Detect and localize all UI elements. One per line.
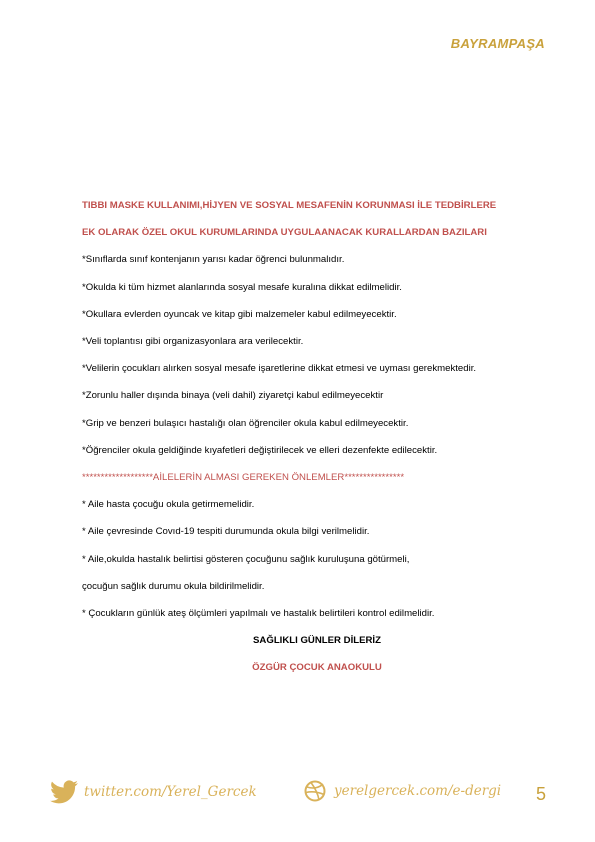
family-measures-heading: *******************AİLELERİN ALMASI GEREKEN ÖNLEMLER**************** [82,472,405,484]
school-rule: *Öğrenciler okula geldiğinde kıyafetleri değiştirilecek ve elleri dezenfekte edilecektir. [82,444,438,456]
family-rule: * Aile,okulda hastalık belirtisi gösteren çocuğunu sağlık kuruluşuna götürmeli, [82,553,410,565]
article-title-line-2: EK OLARAK ÖZEL OKUL KURUMLARINDA UYGULAANACAK KURALLARDAN BAZILARI [82,227,487,239]
website-url[interactable]: yerelgercek.com/e-dergi [334,783,502,799]
family-rule: * Aile çevresinde Covıd-19 tespiti durumunda okula bilgi verilmelidir. [82,526,370,538]
website-link[interactable] [304,780,501,802]
article-title-line-1: TIBBI MASKE KULLANIMI,HİJYEN VE SOSYAL MESAFENİN KORUNMASI İLE TEDBİRLERE [82,200,497,211]
family-rule: * Aile hasta çocuğu okula getirmemelidir. [82,499,255,511]
page-footer [0,780,595,810]
page-number: 5 [536,784,547,804]
school-rule: *Grip ve benzeri bulaşıcı hastalığı olan öğrenciler okula kabul edilmeyecektir. [82,417,409,429]
twitter-link[interactable] [50,780,257,804]
twitter-handle[interactable]: twitter.com/Yerel_Gercek [84,784,257,800]
signature-school-name: ÖZGÜR ÇOCUK ANAOKULU [252,662,382,674]
closing-wish: SAĞLIKLI GÜNLER DİLERİZ [253,635,381,647]
twitter-bird-icon [50,780,78,804]
dribbble-ball-icon [304,780,326,802]
family-rule: çocuğun sağlık durumu okula bildirilmelidir. [82,580,265,592]
school-rule: *Okulda ki tüm hizmet alanlarında sosyal mesafe kuralına dikkat edilmelidir. [82,281,402,293]
school-rule: *Zorunlu haller dışında binaya (veli dahil) ziyaretçi kabul edilmeyecektir [82,390,384,402]
school-rule: *Sınıflarda sınıf kontenjanın yarısı kadar öğrenci bulunmalıdır. [82,254,345,266]
school-rule: *Veli toplantısı gibi organizasyonlara ara verilecektir. [82,336,304,348]
family-rule: * Çocukların günlük ateş ölçümleri yapılmalı ve hastalık belirtileri kontrol edilmelidir. [82,608,435,620]
article-body [82,192,552,682]
magazine-brand: BAYRAMPAŞA [450,36,545,51]
school-rule: *Velilerin çocukları alırken sosyal mesafe işaretlerine dikkat etmesi ve uyması gerekmektedir. [82,363,477,375]
school-rule: *Okullara evlerden oyuncak ve kitap gibi malzemeler kabul edilmeyecektir. [82,308,397,320]
